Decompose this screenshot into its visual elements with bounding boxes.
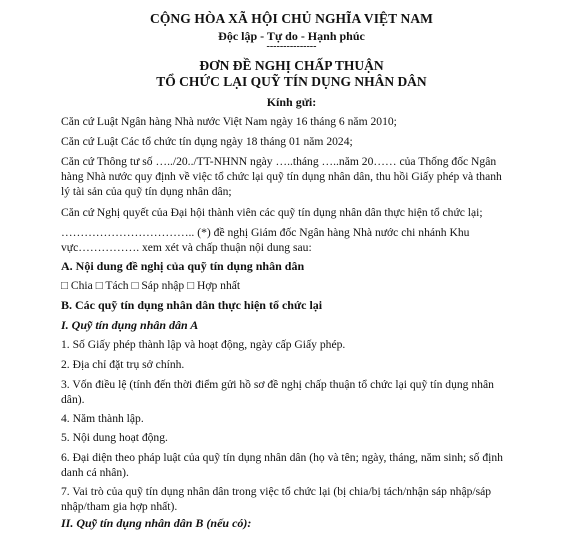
item-legal-rep-line1: 6. Đại diện theo pháp luật của quỹ tín dụng nhân dân (họ và tên; ngày, tháng, năm sinh; số định [61,451,503,464]
request-line1: …………………………….. (*) đề nghị Giám đốc Ngân hàng Nhà nước chi nhánh Khu [61,226,470,239]
document-title-line2: TỔ CHỨC LẠI QUỸ TÍN DỤNG NHÂN DÂN [156,74,427,89]
basis-circular-line3: lý tài sản của quỹ tín dụng nhân dân; [61,185,232,198]
section-b-heading: B. Các quỹ tín dụng nhân dân thực hiện tổ chức lại [61,298,323,312]
basis-circular-line2: hàng Nhà nước quy định về việc tổ chức lại quỹ tín dụng nhân dân, thu hồi Giấy phép và thanh [61,170,502,183]
item-role-line2: nhập/tham gia hợp nhất). [61,500,178,513]
basis-resolution: Căn cứ Nghị quyết của Đại hội thành viên các quỹ tín dụng nhân dân thực hiện tổ chức lại; [61,206,483,219]
document-title-line1: ĐƠN ĐỀ NGHỊ CHẤP THUẬN [199,58,384,73]
basis-circular-line1: Căn cứ Thông tư số …../20../TT-NHNN ngày …..tháng …..năm 20…… của Thống đốc Ngân [61,155,497,168]
basis-law-credit-institutions: Căn cứ Luật Các tổ chức tín dụng ngày 18 tháng 01 năm 2024; [61,135,353,148]
section-a-heading: A. Nội dung đề nghị của quỹ tín dụng nhân dân [61,259,305,273]
salutation: Kính gửi: [266,95,317,109]
item-activities: 5. Nội dung hoạt động. [61,431,168,444]
item-license: 1. Số Giấy phép thành lập và hoạt động, ngày cấp Giấy phép. [61,338,346,351]
fund-b-heading: II. Quỹ tín dụng nhân dân B (nếu có): [61,516,252,530]
motto-divider: --------------- [266,41,317,52]
fund-a-heading: I. Quỹ tín dụng nhân dân A [61,318,199,332]
item-capital-line2: dân). [61,393,85,406]
request-line2: vực……………. xem xét và chấp thuận nội dung sau: [61,241,312,254]
basis-law-sbv: Căn cứ Luật Ngân hàng Nhà nước Việt Nam ngày 16 tháng 6 năm 2010; [61,115,397,128]
national-title: CỘNG HÒA XÃ HỘI CHỦ NGHĨA VIỆT NAM [149,11,434,26]
item-year-founded: 4. Năm thành lập. [61,412,144,425]
reorganization-options: □ Chia □ Tách □ Sáp nhập □ Hợp nhất [61,279,241,292]
item-address: 2. Địa chỉ đặt trụ sở chính. [61,358,185,371]
item-role-line1: 7. Vai trò của quỹ tín dụng nhân dân trong việc tổ chức lại (bị chia/bị tách/nhận sáp nhập/sáp [61,485,492,498]
national-motto: Độc lập - Tự do - Hạnh phúc [218,29,365,43]
item-legal-rep-line2: danh cá nhân). [61,466,129,479]
item-capital-line1: 3. Vốn điều lệ (tính đến thời điểm gửi hồ sơ đề nghị chấp thuận tổ chức lại quỹ tín dụng nhân [61,378,494,391]
